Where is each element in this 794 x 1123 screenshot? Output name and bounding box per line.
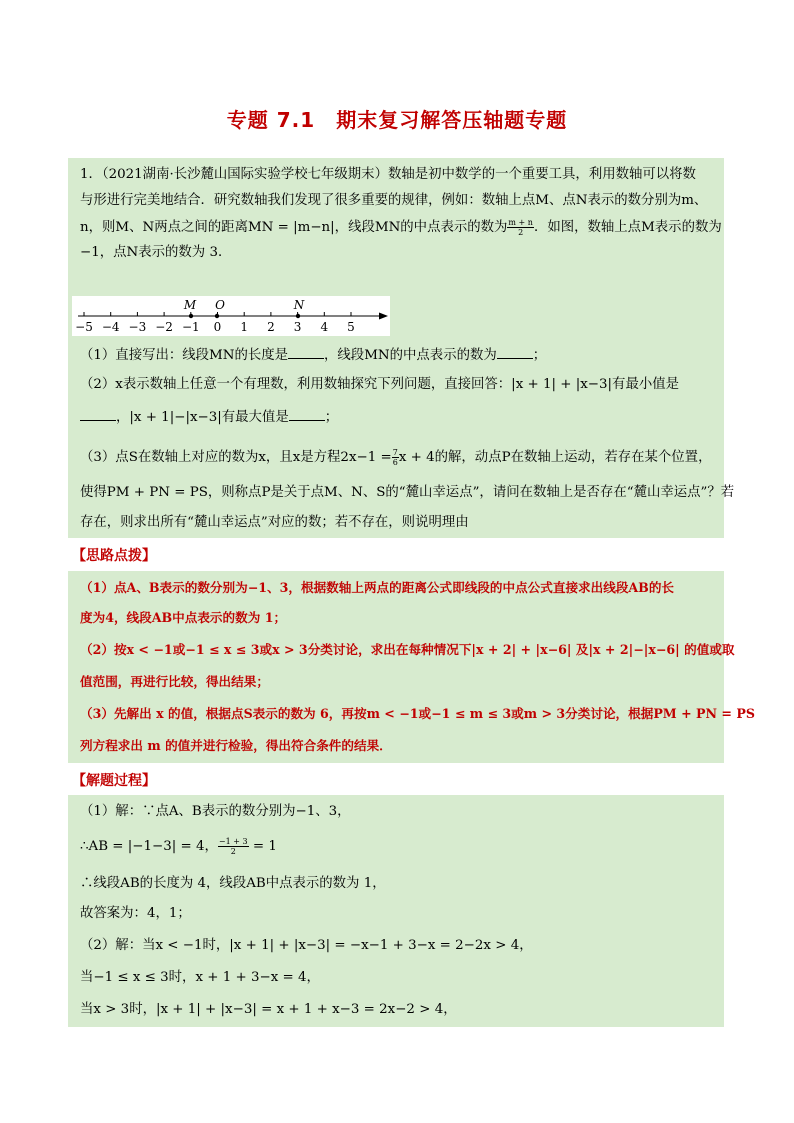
question-2b: ，|x + 1|−|x−3|有最大值是	[116, 410, 289, 425]
question-3-line-1	[80, 448, 711, 467]
question-2c: ；	[324, 410, 339, 425]
solution-fraction	[218, 837, 249, 856]
number-line-figure	[72, 296, 390, 336]
hint-line-4: 值范围，再进行比较，得出结果；	[80, 674, 269, 689]
number-line-tick-label: 4	[320, 320, 329, 334]
number-line-tick-label: −4	[101, 320, 120, 334]
midpoint-fraction	[507, 218, 534, 237]
solution-box	[68, 795, 724, 1027]
problem-line-3a: n，则M、N两点之间的距离MN = |m−n|，线段MN的中点表示的数为	[80, 220, 508, 235]
number-line-tick-label: 0	[213, 320, 222, 334]
answer-blank	[497, 346, 533, 359]
question-1b: ，线段MN的中点表示的数为	[324, 348, 497, 363]
point-M-dot	[189, 314, 193, 318]
problem-box	[68, 158, 735, 538]
question-2-line-2	[80, 408, 338, 427]
problem-line-4: −1，点N表示的数为 3．	[80, 245, 232, 260]
number-line-tick-label: −5	[75, 320, 93, 334]
fraction-numerator: m + n	[508, 218, 533, 227]
point-N-dot	[296, 314, 300, 318]
point-M-label: M	[183, 298, 197, 312]
fraction-denominator: 2	[518, 228, 524, 237]
number-line-tick-labels	[75, 320, 355, 334]
solution-line-2a: ∴AB = |−1−3| = 4，	[80, 839, 218, 854]
question-1a: （1）直接写出：线段MN的长度是	[80, 348, 289, 363]
solution-line-1: （1）解：∵点A、B表示的数分别为−1、3，	[80, 804, 351, 819]
problem-line-3b: ．如图，数轴上点M表示的数为	[533, 220, 722, 235]
number-line-tick-label: −3	[128, 320, 147, 334]
answer-blank	[289, 408, 325, 421]
number-line-tick-label: 5	[347, 320, 355, 334]
question-2-line-1: （2）x表示数轴上任意一个有理数，利用数轴探究下列问题，直接回答：|x + 1| + |x−3|有最小值是	[80, 377, 680, 392]
number-line-svg	[72, 296, 390, 336]
question-1c: ；	[532, 348, 547, 363]
hint-box	[68, 571, 755, 763]
fraction-numerator: −1 + 3	[218, 837, 248, 846]
solution-line-7: 当x > 3时，|x + 1| + |x−3| = x + 1 + x−3 = 2x−2 > 4，	[80, 1002, 457, 1017]
problem-line-2: 与形进行完美地结合．研究数轴我们发现了很多重要的规律，例如：数轴上点M、点N表示的数分别为m、	[80, 193, 708, 208]
solution-line-5: （2）解：当x < −1时，|x + 1| + |x−3| = −x−1 + 3−x = 2−2x > 4，	[80, 938, 533, 953]
number-line-tick-label: 1	[240, 320, 249, 334]
problem-line-3	[80, 218, 722, 237]
problem-line-1: 1．（2021湖南·长沙麓山国际实验学校七年级期末）数轴是初中数学的一个重要工具，利用数轴可以将数	[80, 167, 696, 182]
answer-blank	[80, 408, 116, 421]
fraction-denominator: 6	[392, 458, 398, 467]
point-N-label: N	[293, 298, 305, 312]
question-3-line-2: 使得PM + PN = PS，则称点P是关于点M、N、S的“麓山幸运点”，请问在数轴上是否存在“麓山幸运点”？若	[80, 485, 735, 500]
number-line-tick-label: −1	[181, 320, 200, 334]
equation-fraction	[392, 448, 399, 467]
question-3-line-3: 存在，则求出所有“麓山幸运点”对应的数；若不存在，则说明理由	[80, 515, 469, 530]
solution-line-3: ∴线段AB的长度为 4，线段AB中点表示的数为 1，	[80, 876, 386, 891]
solution-line-6: 当−1 ≤ x ≤ 3时，x + 1 + 3−x = 4，	[80, 970, 320, 985]
hint-line-5: （3）先解出 x 的值，根据点S表示的数为 6，再按m < −1或−1 ≤ m ≤ 3或m > 3分类讨论，根据PM + PN = PS	[80, 706, 755, 721]
question-3b: x + 4的解，动点P在数轴上运动，若存在某个位置，	[398, 450, 712, 465]
question-3a: （3）点S在数轴上对应的数为x，且x是方程2x−1 =	[80, 450, 392, 465]
solution-line-2	[80, 837, 277, 856]
hint-heading: 【思路点拨】	[72, 548, 156, 564]
fraction-numerator: 7	[392, 448, 398, 457]
solution-line-2b: = 1	[248, 839, 277, 854]
solution-line-4: 故答案为：4，1；	[80, 906, 191, 921]
number-line-tick-label: 3	[293, 320, 302, 334]
number-line-arrow	[379, 313, 388, 320]
page-title: 专题 7.1 期末复习解答压轴题专题	[226, 108, 568, 132]
point-O-label: O	[215, 298, 225, 312]
fraction-denominator: 2	[230, 847, 236, 856]
hint-line-3: （2）按x < −1或−1 ≤ x ≤ 3或x > 3分类讨论，求出在每种情况下|x + 2| + |x−6| 及|x + 2|−|x−6| 的值或取	[80, 642, 735, 657]
hint-line-2: 度为4，线段AB中点表示的数为 1；	[80, 610, 287, 625]
point-O-dot	[215, 314, 219, 318]
solution-heading: 【解题过程】	[72, 773, 156, 789]
hint-line-1: （1）点A、B表示的数分别为−1、3，根据数轴上两点的距离公式即线段的中点公式直接求出线段AB的长	[80, 580, 675, 595]
hint-line-6: 列方程求出 m 的值并进行检验，得出符合条件的结果．	[80, 738, 392, 753]
number-line-tick-label: 2	[267, 320, 275, 334]
question-1	[80, 346, 546, 365]
number-line-tick-label: −2	[155, 320, 173, 334]
answer-blank	[288, 346, 324, 359]
